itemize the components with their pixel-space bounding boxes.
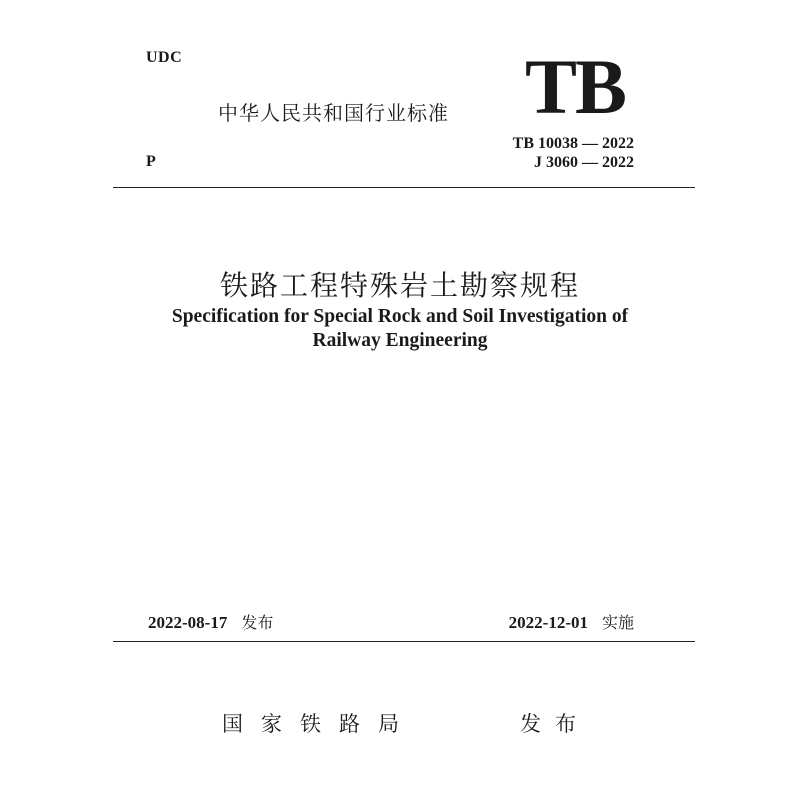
issue-label: 发布 (241, 613, 274, 632)
implementation-label: 实施 (601, 613, 634, 632)
issue-date-block (148, 610, 273, 633)
standard-number-j: J 3060 — 2022 (534, 154, 634, 171)
bottom-divider (113, 641, 695, 642)
document-title-chinese: 铁路工程特殊岩土勘察规程 (219, 269, 580, 302)
publisher-name: 国家铁路局 (222, 712, 417, 736)
classification-code: P (146, 153, 156, 170)
issue-date: 2022-08-17 (148, 613, 228, 632)
standard-number-tb: TB 10038 — 2022 (512, 135, 634, 152)
udc-label: UDC (146, 49, 183, 66)
english-title-line-2: Railway Engineering (312, 330, 488, 351)
implementation-date-block (509, 610, 634, 633)
national-standard-title: 中华人民共和国行业标准 (218, 101, 449, 125)
english-title-line-1: Specification for Special Rock and Soil Investigation of (171, 306, 629, 327)
implementation-date: 2022-12-01 (508, 613, 588, 632)
tb-code-logo: TB (525, 43, 626, 130)
document-title-english (0, 305, 800, 353)
publish-action: 发布 (520, 712, 590, 736)
top-divider (113, 187, 695, 188)
standard-numbers (513, 134, 634, 172)
